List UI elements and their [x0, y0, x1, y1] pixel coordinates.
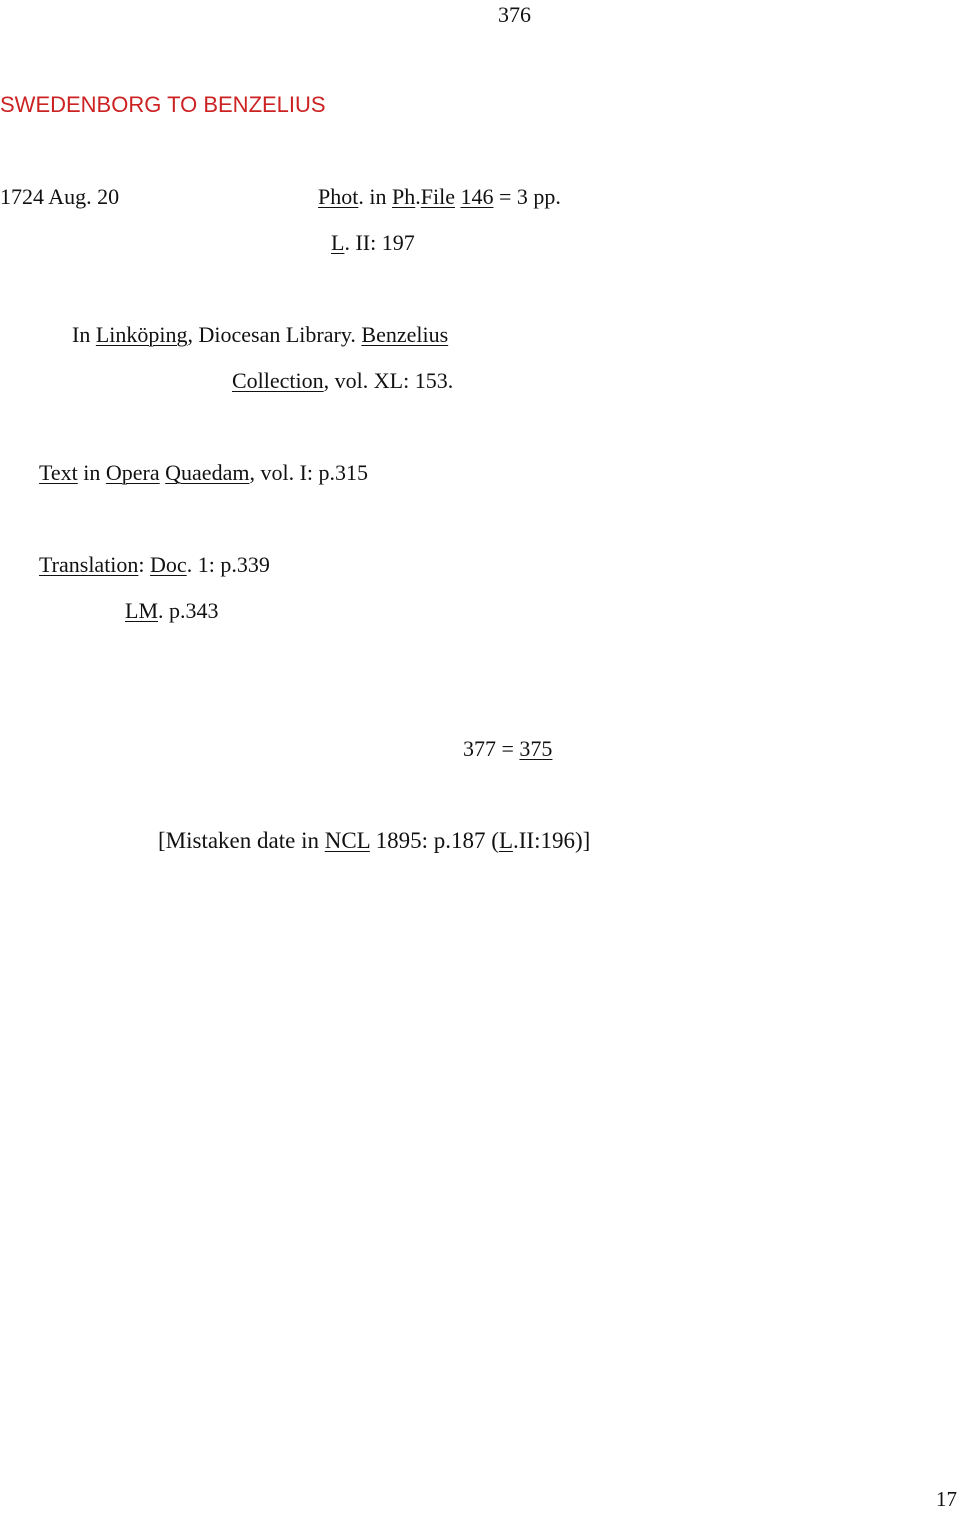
- ph-link[interactable]: Ph: [391, 184, 416, 209]
- page-number-bottom: 17: [936, 1487, 957, 1511]
- location-library: , Diocesan Library.: [187, 322, 362, 347]
- linkoping-link[interactable]: Linköping: [95, 322, 188, 347]
- ncl-link[interactable]: NCL: [324, 828, 370, 853]
- doc-link[interactable]: Doc: [150, 552, 187, 577]
- letter-heading: SWEDENBORG TO BENZELIUS: [0, 92, 326, 117]
- phot-text-1: . in: [358, 184, 392, 209]
- location-in: In: [72, 322, 96, 347]
- letters-reference: [331, 230, 415, 256]
- opera-volume: , vol. I: p.315: [249, 460, 369, 485]
- lm-link[interactable]: LM: [125, 598, 158, 623]
- translation-link[interactable]: Translation: [39, 552, 139, 577]
- l-volume-text: . II: 197: [344, 230, 415, 255]
- mistaken-mid: 1895: p.187 (: [369, 828, 499, 853]
- mistaken-rest: .II:196)]: [513, 828, 591, 853]
- benzelius-link[interactable]: Benzelius: [361, 322, 449, 347]
- opera-link[interactable]: Opera: [105, 460, 160, 485]
- text-link[interactable]: Text: [39, 460, 78, 485]
- collection-volume: , vol. XL: 153.: [323, 368, 454, 393]
- equation-line: [463, 736, 552, 762]
- photograph-reference: [318, 184, 561, 210]
- doc-page: . 1: p.339: [186, 552, 270, 577]
- lm-line: [125, 598, 219, 624]
- quaedam-link[interactable]: Quaedam: [165, 460, 250, 485]
- text-in-line: [39, 460, 368, 486]
- collection-link[interactable]: Collection: [232, 368, 324, 393]
- phot-text-2: .: [415, 184, 421, 209]
- mistaken-date-note: [158, 828, 590, 854]
- equation-375-link[interactable]: 375: [519, 736, 553, 761]
- phot-pages: = 3 pp.: [493, 184, 561, 209]
- translation-line: [39, 552, 270, 578]
- equation-left: 377 =: [463, 736, 520, 761]
- file-link[interactable]: File: [420, 184, 455, 209]
- text-in-word: in: [77, 460, 106, 485]
- translation-colon: :: [138, 552, 151, 577]
- file-number-link[interactable]: 146: [460, 184, 494, 209]
- page-number-top: 376: [498, 2, 531, 27]
- phot-link[interactable]: Phot: [318, 184, 359, 209]
- letter-date: 1724 Aug. 20: [0, 184, 120, 209]
- location-line-1: [72, 322, 448, 348]
- mistaken-l-link[interactable]: L: [498, 828, 513, 853]
- lm-page: . p.343: [158, 598, 219, 623]
- mistaken-pre: [Mistaken date in: [158, 828, 325, 853]
- l-link[interactable]: L: [331, 230, 345, 255]
- location-line-2: [232, 368, 453, 394]
